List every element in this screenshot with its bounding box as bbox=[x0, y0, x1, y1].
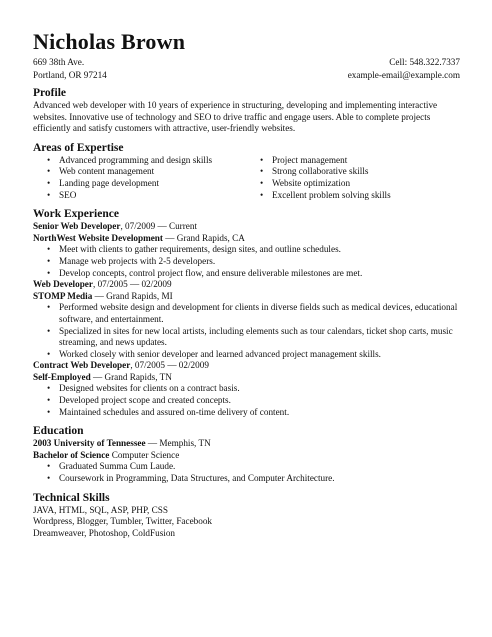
profile-text: Advanced web developer with 10 years of experience in structuring, developing and implementing interactive websites. Innovative use of technology and SEO to drive traffic and engage users. Able to complete projects efficiently and satisfy customers with attractive, user-friendly websites. bbox=[33, 100, 438, 134]
skills-section bbox=[33, 492, 463, 540]
education-details bbox=[33, 461, 463, 484]
job-duty: • Manage web projects with 2-5 developers. bbox=[33, 256, 463, 268]
education-school-line bbox=[33, 438, 463, 450]
address-line-2: Portland, OR 97214 bbox=[33, 70, 107, 80]
job-company-line bbox=[33, 233, 463, 245]
skills-heading: Technical Skills bbox=[33, 491, 110, 504]
profile-heading: Profile bbox=[33, 87, 66, 99]
expertise-item: • Web content management bbox=[33, 166, 246, 178]
education-detail: • Graduated Summa Cum Laude. bbox=[33, 461, 463, 473]
expertise-item: • SEO bbox=[33, 190, 246, 202]
job-company-line bbox=[33, 372, 463, 384]
skills-line: Dreamweaver, Photoshop, ColdFusion bbox=[33, 527, 176, 538]
job-location: — Grand Rapids, MI bbox=[92, 290, 173, 301]
job-company-line bbox=[33, 291, 463, 303]
education-field: Computer Science bbox=[109, 449, 180, 460]
experience-section bbox=[33, 208, 463, 418]
job-duty: • Designed websites for clients on a contract basis. bbox=[33, 383, 463, 395]
resume-content bbox=[33, 87, 463, 546]
job-entry bbox=[33, 360, 463, 418]
skills-line: JAVA, HTML, SQL, ASP, PHP, CSS bbox=[33, 504, 168, 515]
job-entry bbox=[33, 221, 463, 279]
job-company: NorthWest Website Development bbox=[33, 232, 163, 243]
job-duty: • Performed website design and development for clients in diverse fields such as medical devices, educational software, and entertainment. bbox=[33, 302, 463, 325]
job-company: STOMP Media bbox=[33, 290, 93, 301]
job-duty: • Meet with clients to gather requirements, design sites, and outline schedules. bbox=[33, 244, 463, 256]
education-location: — Memphis, TN bbox=[145, 438, 211, 449]
education-degree-line bbox=[33, 450, 463, 462]
education-school: 2003 University of Tennessee bbox=[33, 438, 146, 449]
expertise-item: • Excellent problem solving skills bbox=[246, 190, 459, 202]
expertise-item: • Strong collaborative skills bbox=[246, 166, 459, 178]
job-title: Web Developer bbox=[33, 279, 93, 290]
job-title-line bbox=[33, 279, 463, 291]
job-duties bbox=[33, 383, 463, 418]
email-address: example-email@example.com bbox=[347, 70, 460, 80]
education-heading: Education bbox=[33, 425, 84, 438]
job-duties bbox=[33, 302, 463, 360]
job-dates: , 07/2009 — Current bbox=[120, 221, 198, 232]
job-duty: • Maintained schedules and assured on-time delivery of content. bbox=[33, 407, 463, 419]
job-title-line bbox=[33, 221, 463, 233]
job-duty: • Developed project scope and created concepts. bbox=[33, 395, 463, 407]
candidate-name: Nicholas Brown bbox=[33, 29, 186, 54]
expertise-right-list bbox=[246, 155, 459, 201]
experience-heading: Work Experience bbox=[33, 208, 119, 221]
address-line-1: 669 38th Ave. bbox=[33, 57, 85, 67]
job-dates: , 07/2005 — 02/2009 bbox=[130, 360, 209, 371]
expertise-left-list bbox=[33, 155, 246, 201]
profile-section bbox=[33, 87, 463, 135]
job-location: — Grand Rapids, TN bbox=[90, 371, 172, 382]
job-duties bbox=[33, 244, 463, 279]
phone-number: Cell: 548.322.7337 bbox=[389, 57, 460, 67]
expertise-section bbox=[33, 142, 463, 201]
expertise-item: • Project management bbox=[246, 155, 459, 167]
education-degree: Bachelor of Science bbox=[33, 449, 110, 460]
expertise-heading: Areas of Expertise bbox=[33, 141, 124, 154]
skills-line: Wordpress, Blogger, Tumbler, Twitter, Facebook bbox=[33, 516, 213, 527]
expertise-item: • Website optimization bbox=[246, 178, 459, 190]
education-detail: • Coursework in Programming, Data Structures, and Computer Architecture. bbox=[33, 473, 463, 485]
job-company: Self-Employed bbox=[33, 371, 91, 382]
expertise-item: • Advanced programming and design skills bbox=[33, 155, 246, 167]
expertise-item: • Landing page development bbox=[33, 178, 246, 190]
job-duty: • Specialized in sites for new local artists, including elements such as tour calendars, ticket shop carts, music streaming, and news updates. bbox=[33, 326, 463, 349]
job-duty: • Develop concepts, control project flow, and ensure deliverable milestones are met. bbox=[33, 268, 463, 280]
job-duty: • Worked closely with senior developer and learned advanced project management skills. bbox=[33, 349, 463, 361]
job-title: Contract Web Developer bbox=[33, 360, 131, 371]
education-section bbox=[33, 425, 463, 484]
job-entry bbox=[33, 279, 463, 360]
expertise-columns bbox=[33, 155, 463, 201]
job-location: — Grand Rapids, CA bbox=[162, 232, 245, 243]
job-title-line bbox=[33, 360, 463, 372]
job-title: Senior Web Developer bbox=[33, 221, 121, 232]
job-dates: , 07/2005 — 02/2009 bbox=[92, 279, 172, 290]
